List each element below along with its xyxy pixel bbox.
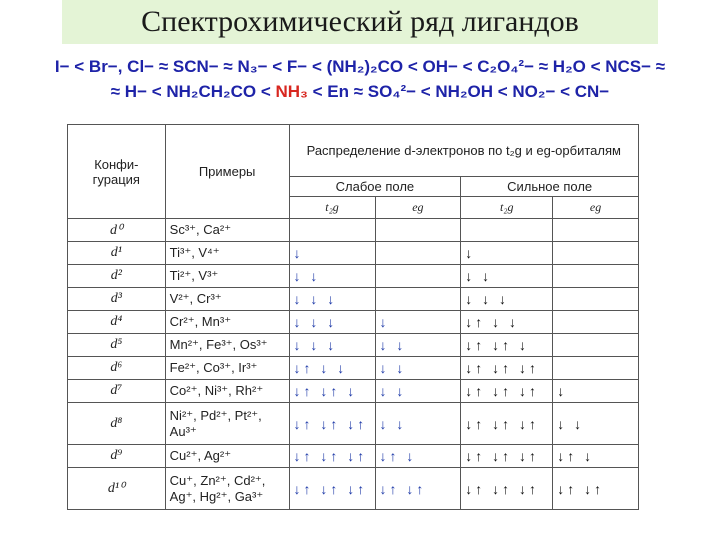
config-cell: d² <box>68 265 166 288</box>
table-row <box>68 265 639 288</box>
header-distribution: Распределение d-электронов по t₂g и eg-орбиталям <box>289 125 638 177</box>
examples-cell: Cu⁺, Zn²⁺, Cd²⁺, Ag⁺, Hg²⁺, Ga³⁺ <box>165 468 289 510</box>
strong-eg-cell <box>553 288 639 311</box>
examples-cell: Cu²⁺, Ag²⁺ <box>165 445 289 468</box>
page-title: Спектрохимический ряд лигандов <box>141 5 579 38</box>
config-cell: d¹ <box>68 242 166 265</box>
strong-t2g-cell: ↓ ↓ ↓ <box>461 288 553 311</box>
header-configuration: Конфи-гурация <box>68 125 166 219</box>
weak-eg-cell <box>375 242 461 265</box>
examples-cell: Cr²⁺, Mn³⁺ <box>165 311 289 334</box>
table-row <box>68 334 639 357</box>
strong-t2g-cell: ↓↑ ↓↑ ↓↑ <box>461 403 553 445</box>
table-row <box>68 380 639 403</box>
weak-t2g-cell: ↓↑ ↓ ↓ <box>289 357 375 380</box>
table-row <box>68 468 639 510</box>
header-strong-t2g: t₂g <box>461 197 553 219</box>
weak-eg-cell: ↓ ↓ <box>375 357 461 380</box>
spectrochemical-series-line-1: I− < Br−, Cl− ≈ SCN− ≈ N₃− < F− < (NH₂)₂CO < OH− < C₂O₄²− ≈ H₂O < NCS− ≈ <box>54 57 666 76</box>
config-cell: d⁰ <box>68 219 166 242</box>
config-cell: d⁴ <box>68 311 166 334</box>
strong-t2g-cell: ↓↑ ↓ ↓ <box>461 311 553 334</box>
weak-t2g-cell: ↓ ↓ <box>289 265 375 288</box>
header-weak-eg: eg <box>375 197 461 219</box>
examples-cell: Ti³⁺, V⁴⁺ <box>165 242 289 265</box>
weak-eg-cell: ↓↑ ↓↑ <box>375 468 461 510</box>
strong-t2g-cell: ↓↑ ↓↑ ↓ <box>461 334 553 357</box>
examples-cell: Fe²⁺, Co³⁺, Ir³⁺ <box>165 357 289 380</box>
examples-cell: Ti²⁺, V³⁺ <box>165 265 289 288</box>
strong-eg-cell: ↓↑ ↓ <box>553 445 639 468</box>
title-banner <box>62 0 658 44</box>
strong-t2g-cell: ↓↑ ↓↑ ↓↑ <box>461 468 553 510</box>
strong-t2g-cell: ↓↑ ↓↑ ↓↑ <box>461 445 553 468</box>
examples-cell: Sc³⁺, Ca²⁺ <box>165 219 289 242</box>
strong-eg-cell <box>553 311 639 334</box>
strong-t2g-cell: ↓↑ ↓↑ ↓↑ <box>461 357 553 380</box>
config-cell: d⁹ <box>68 445 166 468</box>
weak-eg-cell <box>375 219 461 242</box>
table-row <box>68 357 639 380</box>
weak-eg-cell: ↓ ↓ <box>375 403 461 445</box>
examples-cell: Mn²⁺, Fe³⁺, Os³⁺ <box>165 334 289 357</box>
weak-eg-cell: ↓ ↓ <box>375 380 461 403</box>
strong-eg-cell <box>553 242 639 265</box>
table-row <box>68 311 639 334</box>
header-weak-field: Слабое поле <box>289 177 461 197</box>
weak-eg-cell: ↓ ↓ <box>375 334 461 357</box>
config-cell: d⁵ <box>68 334 166 357</box>
series-line-2-part-2: < En ≈ SO₄²− < NH₂OH < NO₂− < CN− <box>307 82 610 101</box>
table-row <box>68 445 639 468</box>
weak-eg-cell <box>375 265 461 288</box>
weak-eg-cell: ↓↑ ↓ <box>375 445 461 468</box>
weak-t2g-cell: ↓ <box>289 242 375 265</box>
weak-t2g-cell: ↓↑ ↓↑ ↓↑ <box>289 403 375 445</box>
config-cell: d⁷ <box>68 380 166 403</box>
strong-eg-cell <box>553 219 639 242</box>
weak-t2g-cell: ↓ ↓ ↓ <box>289 334 375 357</box>
series-highlight-nh3: NH₃ <box>275 82 308 101</box>
d-electron-distribution-table <box>67 124 639 510</box>
strong-eg-cell: ↓ <box>553 380 639 403</box>
spectrochemical-series-line-2 <box>0 82 720 102</box>
config-cell: d³ <box>68 288 166 311</box>
strong-eg-cell <box>553 334 639 357</box>
config-cell: d⁸ <box>68 403 166 445</box>
table-row <box>68 403 639 445</box>
strong-t2g-cell: ↓↑ ↓↑ ↓↑ <box>461 380 553 403</box>
config-cell: d⁶ <box>68 357 166 380</box>
strong-eg-cell: ↓↑ ↓↑ <box>553 468 639 510</box>
weak-t2g-cell <box>289 219 375 242</box>
series-line-2-part-1: ≈ H− < NH₂CH₂CO < <box>110 82 276 101</box>
table-row <box>68 242 639 265</box>
table-row <box>68 288 639 311</box>
strong-eg-cell: ↓ ↓ <box>553 403 639 445</box>
table-row <box>68 219 639 242</box>
weak-t2g-cell: ↓↑ ↓↑ ↓ <box>289 380 375 403</box>
weak-t2g-cell: ↓ ↓ ↓ <box>289 288 375 311</box>
weak-eg-cell: ↓ <box>375 311 461 334</box>
strong-t2g-cell <box>461 219 553 242</box>
weak-eg-cell <box>375 288 461 311</box>
examples-cell: Ni²⁺, Pd²⁺, Pt²⁺, Au³⁺ <box>165 403 289 445</box>
config-cell: d¹⁰ <box>68 468 166 510</box>
header-strong-field: Сильное поле <box>461 177 639 197</box>
weak-t2g-cell: ↓↑ ↓↑ ↓↑ <box>289 445 375 468</box>
examples-cell: V²⁺, Cr³⁺ <box>165 288 289 311</box>
header-strong-eg: eg <box>553 197 639 219</box>
examples-cell: Co²⁺, Ni³⁺, Rh²⁺ <box>165 380 289 403</box>
strong-t2g-cell: ↓ ↓ <box>461 265 553 288</box>
weak-t2g-cell: ↓ ↓ ↓ <box>289 311 375 334</box>
header-weak-t2g: t₂g <box>289 197 375 219</box>
weak-t2g-cell: ↓↑ ↓↑ ↓↑ <box>289 468 375 510</box>
strong-eg-cell <box>553 357 639 380</box>
strong-t2g-cell: ↓ <box>461 242 553 265</box>
header-examples: Примеры <box>165 125 289 219</box>
strong-eg-cell <box>553 265 639 288</box>
